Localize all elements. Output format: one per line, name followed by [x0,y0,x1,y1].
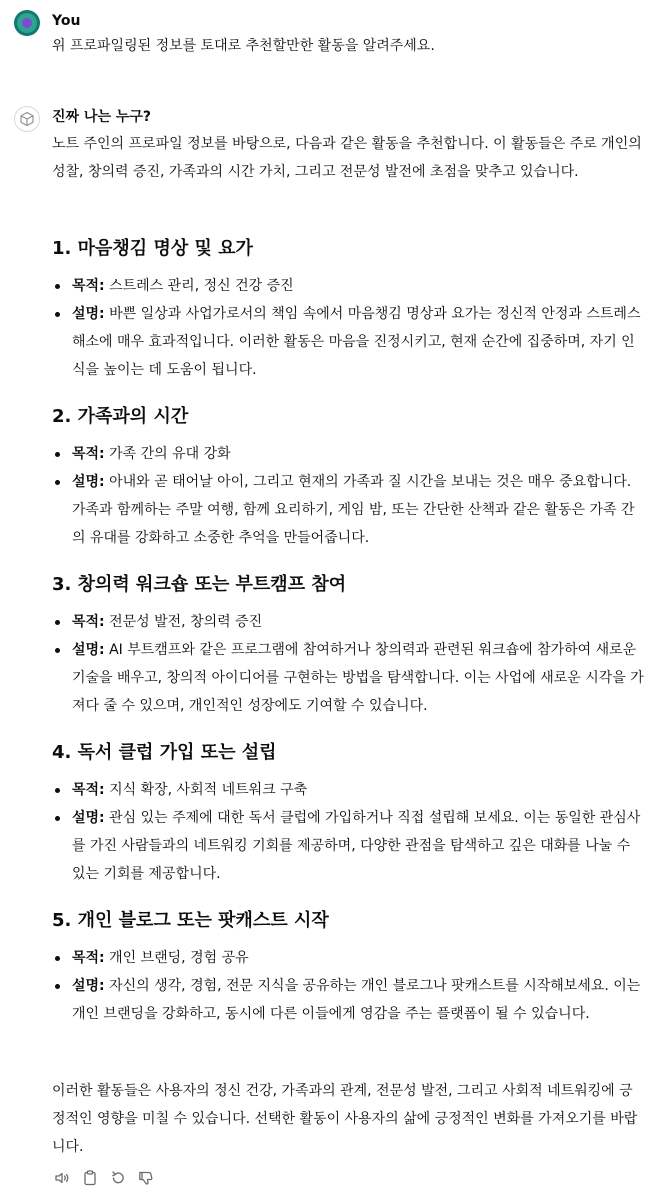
thumbs-down-icon[interactable] [136,1168,156,1188]
conclusion-paragraph: 이러한 활동들은 사용자의 정신 건강, 가족과의 관계, 전문성 발전, 그리고 사회적 네트워킹에 긍정적인 영향을 미칠 수 있습니다. 선택한 활동이 사용자의 삶에 긍정적인 변화를 가져오기를 바랍니다. [52,1083,638,1155]
section-heading: 4. 독서 클럽 가입 또는 설립 [52,742,277,763]
read-aloud-icon[interactable] [52,1168,72,1188]
list-item: 설명: 자신의 생각, 경험, 전문 지식을 공유하는 개인 블로그나 팟캐스트를 시작해보세요. 이는 개인 브랜딩을 강화하고, 동시에 다른 이들에게 영감을 주는 플랫폼이 될 수 있습니다. [52,972,646,1028]
section-heading: 1. 마음챙김 명상 및 요가 [52,238,253,259]
section-heading: 2. 가족과의 시간 [52,406,189,427]
list-item: 설명: 관심 있는 주제에 대한 독서 클럽에 가입하거나 직접 설립해 보세요. 이는 동일한 관심사를 가진 사람들과의 네트워킹 기회를 제공하며, 다양한 관점을 탐색하고 깊은 대화를 나눌 수 있는 기회를 제공합니다. [52,804,646,888]
list-item: 목적: 지식 확장, 사회적 네트워크 구축 [52,776,646,804]
section-list [52,272,646,384]
user-avatar[interactable] [14,10,40,36]
assistant-logo-icon [14,106,40,132]
user-name: You [52,13,81,29]
section-list [52,776,646,888]
intro-paragraph: 노트 주인의 프로파일 정보를 바탕으로, 다음과 같은 활동을 추천합니다. 이 활동들은 주로 개인의 성찰, 창의력 증진, 가족과의 시간 가치, 그리고 전문성 발전에 초점을 맞추고 있습니다. [52,136,642,180]
section-heading: 5. 개인 블로그 또는 팟캐스트 시작 [52,910,329,931]
section-heading: 3. 창의력 워크숍 또는 부트캠프 참여 [52,574,347,595]
list-item: 설명: 바쁜 일상과 사업가로서의 책임 속에서 마음챙김 명상과 요가는 정신적 안정과 스트레스 해소에 매우 효과적입니다. 이러한 활동은 마음을 진정시키고, 현재 순간에 집중하며, 자기 인식을 높이는 데 도움이 됩니다. [52,300,646,384]
message-actions [52,1168,156,1188]
list-item: 목적: 개인 브랜딩, 경험 공유 [52,944,646,972]
cube-icon [19,111,35,127]
copy-icon[interactable] [80,1168,100,1188]
regenerate-icon[interactable] [108,1168,128,1188]
user-message-text: 위 프로파일링된 정보를 토대로 추천할만한 활동을 알려주세요. [52,38,435,54]
list-item: 목적: 전문성 발전, 창의력 증진 [52,608,646,636]
section-list [52,440,646,552]
list-item: 목적: 스트레스 관리, 정신 건강 증진 [52,272,646,300]
assistant-name: 진짜 나는 누구? [52,109,152,125]
section-list [52,608,646,720]
section-list [52,944,646,1028]
list-item: 설명: AI 부트캠프와 같은 프로그램에 참여하거나 창의력과 관련된 워크숍에 참가하여 새로운 기술을 배우고, 창의적 아이디어를 구현하는 방법을 탐색합니다. 이는 사업에 새로운 시각을 가져다 줄 수 있으며, 개인적인 성장에도 기여할 수 있습니다. [52,636,646,720]
list-item: 목적: 가족 간의 유대 강화 [52,440,646,468]
list-item: 설명: 아내와 곧 태어날 아이, 그리고 현재의 가족과 질 시간을 보내는 것은 매우 중요합니다. 가족과 함께하는 주말 여행, 함께 요리하기, 게임 밤, 또는 간단한 산책과 같은 활동은 가족 간의 유대를 강화하고 소중한 추억을 만들어줍니다. [52,468,646,552]
